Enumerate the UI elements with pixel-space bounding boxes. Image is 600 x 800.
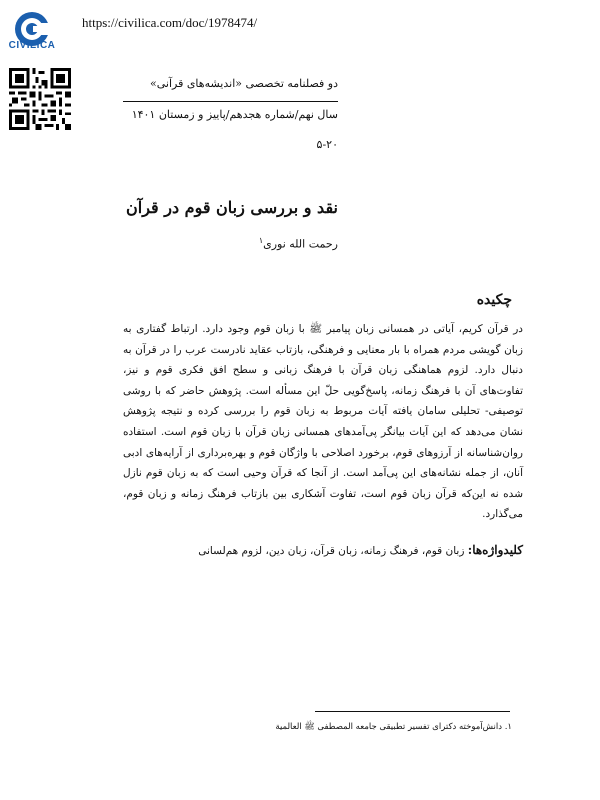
page-range: ۵-۲۰ [316, 138, 338, 151]
author-note-marker: ۱ [258, 236, 264, 245]
author-line [88, 236, 338, 251]
qr-code-icon [9, 68, 71, 130]
logo-text: CIVILICA [8, 40, 56, 51]
header-divider [123, 101, 338, 102]
keywords-values: زبان قوم، فرهنگ زمانه، زبان قرآن، زبان دین، لزوم هم‌لسانی [198, 545, 465, 557]
footnote: ۱. دانش‌آموخته دکترای تفسیر تطبیقی جامعه المصطفی ﷺ العالمیة [275, 722, 512, 732]
abstract-heading: چکیده [476, 292, 512, 308]
abstract-body: در قرآن کریم، آیاتی در همسانی زبان پیامبر ﷺ با زبان قوم وجود دارد. ارتباط گفتاری به زبان گویشی مردم همراه با بار معنایی و فرهنگی، بازتاب عقاید نادرست عرب را در قرآن به دنبال دارد. لزوم هماهنگی زبان قرآن با فرهنگ زبانی و سطح افق فکری قوم و نیز، تفاوت‌های آن با فرهنگ زمانه، پاسخ‌گویی حلّ این مسأله است. پژوهش حاضر که با روشی توصیفی- تحلیلی سامان یافته آیات مربوط به زبان قوم را بررسی کرده و نتیجه پژوهش نشان می‌دهد که این آیات بیانگر پی‌آمدهای همسانی زبان قرآن با زبان قوم است. استفاده روان‌شناسانه از آرزوهای قوم، برخورد اصلاحی با واژگان قوم و بهره‌برداری از آرایه‌های ادبی آنان، از جمله نشانه‌های این پی‌آمد است. از آنجا که قرآن وحیی است که به زبان قوم نازل شده نه این‌که قرآن زبان قوم است، تفاوت آشکاری بین بازتاب فرهنگ زمانه و زبان قوم، می‌گذارد. [123, 323, 523, 521]
article-title: نقد و بررسی زبان قوم در قرآن [126, 198, 338, 217]
author-name: رحمت الله نوری [263, 237, 338, 251]
keywords [123, 543, 523, 557]
document-url[interactable]: https://civilica.com/doc/1978474/ [82, 15, 258, 30]
keywords-label: کلیدواژه‌ها: [467, 543, 523, 557]
journal-issue: سال نهم/شماره هجدهم/پاییز و زمستان ۱۴۰۱ [131, 108, 338, 121]
footnote-divider [315, 711, 510, 712]
journal-name: دو فصلنامه تخصصی «اندیشه‌های قرآنی» [149, 77, 338, 90]
